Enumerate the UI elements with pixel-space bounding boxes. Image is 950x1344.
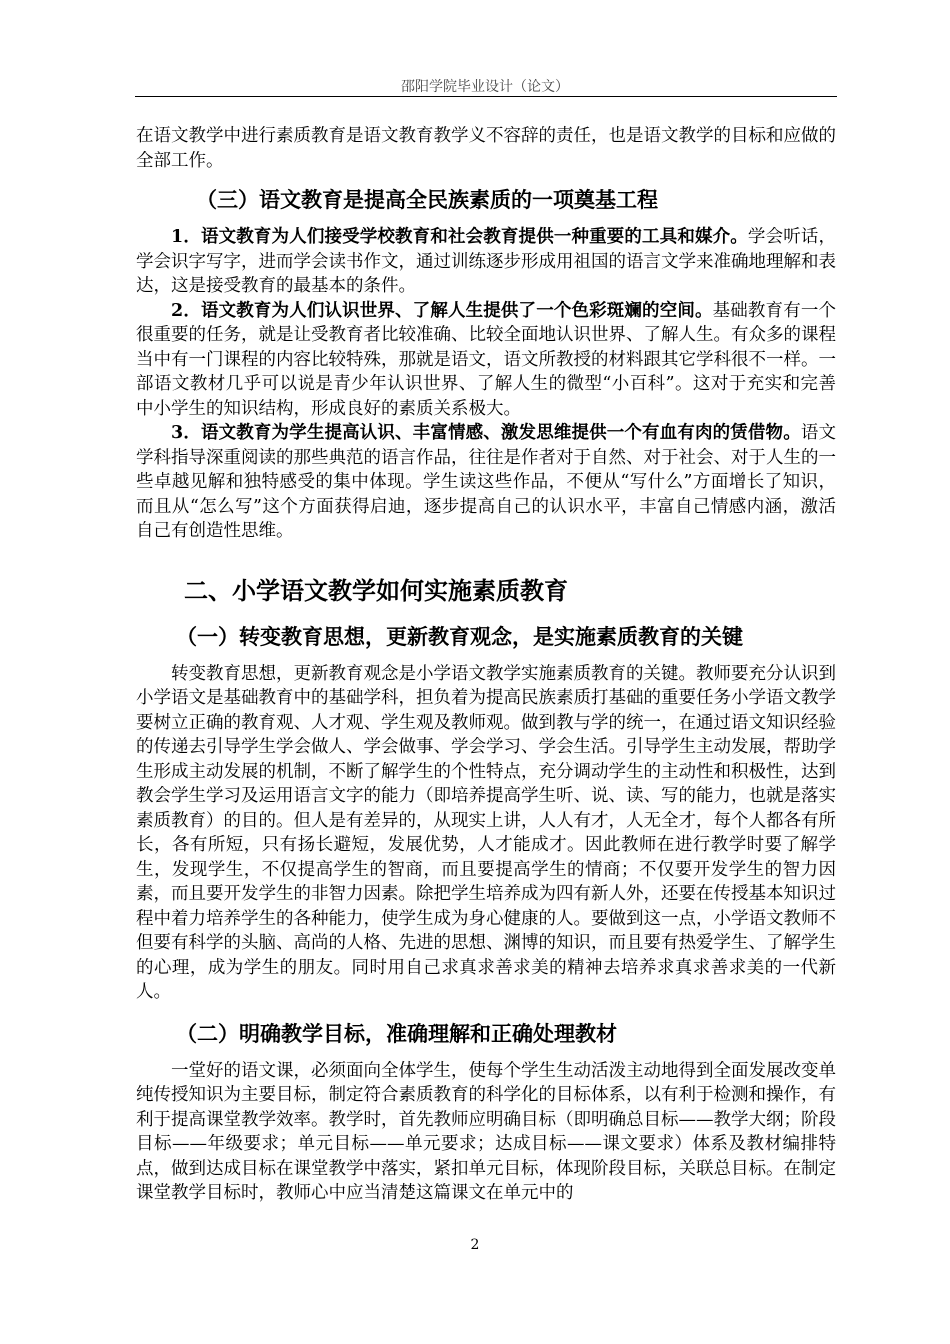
- item-2-lead: 2．语文教育为人们认识世界、了解人生提供了一个色彩斑斓的空间。: [171, 300, 713, 321]
- subsection1-heading: （一）转变教育思想，更新教育观念，是实施素质教育的关键: [176, 624, 743, 649]
- page-number: 2: [470, 1237, 480, 1253]
- subsection1-paragraph: 转变教育思想，更新教育观念是小学语文教学实施素质教育的关键。教师要充分认识到小学语文是基础教育中的基础学科，担负着为提高民族素质打基础的重要任务小学语文教学要树立正确的教育观、人才观、学生观及教师观。做到教与学的统一，在通过语文知识经验的传递去引导学生学会做人、学会做事、学会学习、学会生活。引导学生主动发展，帮助学生形成主动发展的机制，不断了解学生的个性特点，充分调动学生的主动性和积极性，达到教会学生学习及运用语言文字的能力（即培养提高学生听、说、读、写的能力，也就是落实素质教育）的目的。但人是有差异的，从现实上讲，人人有才，人无全才，每个人都各有所长，各有所短，只有扬长避短，发展优势，人才能成才。因此教师在进行教学时要了解学生，发现学生，不仅提高学生的智商，而且要提高学生的情商；不仅要开发学生的智力因素，而且要开发学生的非智力因素。除把学生培养成为四有新人外，还要在传授基本知识过程中着力培养学生的各种能力，使学生成为身心健康的人。要做到这一点，小学语文教师不但要有科学的头脑、高尚的人格、先进的思想、渊博的知识，而且要有热爱学生、了解学生的心理，成为学生的朋友。同时用自己求真求善求美的精神去培养求真求善求美的一代新人。: [136, 663, 836, 1002]
- page-header: 邵阳学院毕业设计（论文）: [401, 79, 569, 95]
- item-3-text: 语文学科指导深重阅读的那些典范的语言作品，往往是作者对于自然、对于社会、对于人生的一些卓越见解和独特感受的集中体现。学生读这些作品，不便从“写什么”方面增长了知识，而且从“怎么写”这个方面获得启迪，逐步提高自己的认识水平，丰富自己情感内涵，激活自己有创造性思维。: [136, 423, 836, 541]
- subsection2-heading: （二）明确教学目标，准确理解和正确处理教材: [176, 1021, 617, 1046]
- section3-item-1: [136, 225, 836, 299]
- item-3-lead: 3．语文教育为学生提高认识、丰富情感、激发思维提供一个有血有肉的赁借物。: [171, 423, 801, 443]
- section3-item-2: [136, 299, 836, 422]
- item-2-text: 基础教育有一个很重要的任务，就是让受教育者比较准确、比较全面地认识世界、了解人生。有众多的课程当中有一门课程的内容比较特殊，那就是语文，语文所教授的材料跟其它学科很不一样。一部语文教材几乎可以说是青少年认识世界、了解人生的微型“小百科”。这对于充实和完善中小学生的知识结构，形成良好的素质关系极大。: [136, 300, 836, 419]
- section3-heading: （三）语文教育是提高全民族素质的一项奠基工程: [196, 188, 658, 212]
- subsection2-paragraph: 一堂好的语文课，必须面向全体学生，使每个学生生动活泼主动地得到全面发展改变单纯传授知识为主要目标，制定符合素质教育的科学化的目标体系，以有利于检测和操作，有利于提高课堂教学效率。教学时，首先教师应明确目标（即明确总目标——教学大纲；阶段目标——年级要求；单元目标——单元要求；达成目标——课文要求）体系及教材编排特点，做到达成目标在课堂教学中落实，紧扣单元目标，体现阶段目标，关联总目标。在制定课堂教学目标时，教师心中应当清楚这篇课文在单元中的: [136, 1060, 836, 1203]
- intro-paragraph: 在语文教学中进行素质教育是语文教育教学义不容辞的责任，也是语文教学的目标和应做的全部工作。: [136, 126, 836, 171]
- item-1-lead: 1．语文教育为人们接受学校教育和社会教育提供一种重要的工具和媒介。: [171, 227, 748, 247]
- chapter2-heading: 二、小学语文教学如何实施素质教育: [184, 576, 568, 605]
- document-body: [136, 124, 836, 1206]
- section3-item-3: [136, 421, 836, 544]
- item-1-text: 学会听话，学会识字写字，进而学会读书作文，通过训练逐步形成用祖国的语言文学来准确地理解和表达，这是接受教育的最基本的条件。: [136, 227, 836, 296]
- header-rule: [135, 96, 837, 97]
